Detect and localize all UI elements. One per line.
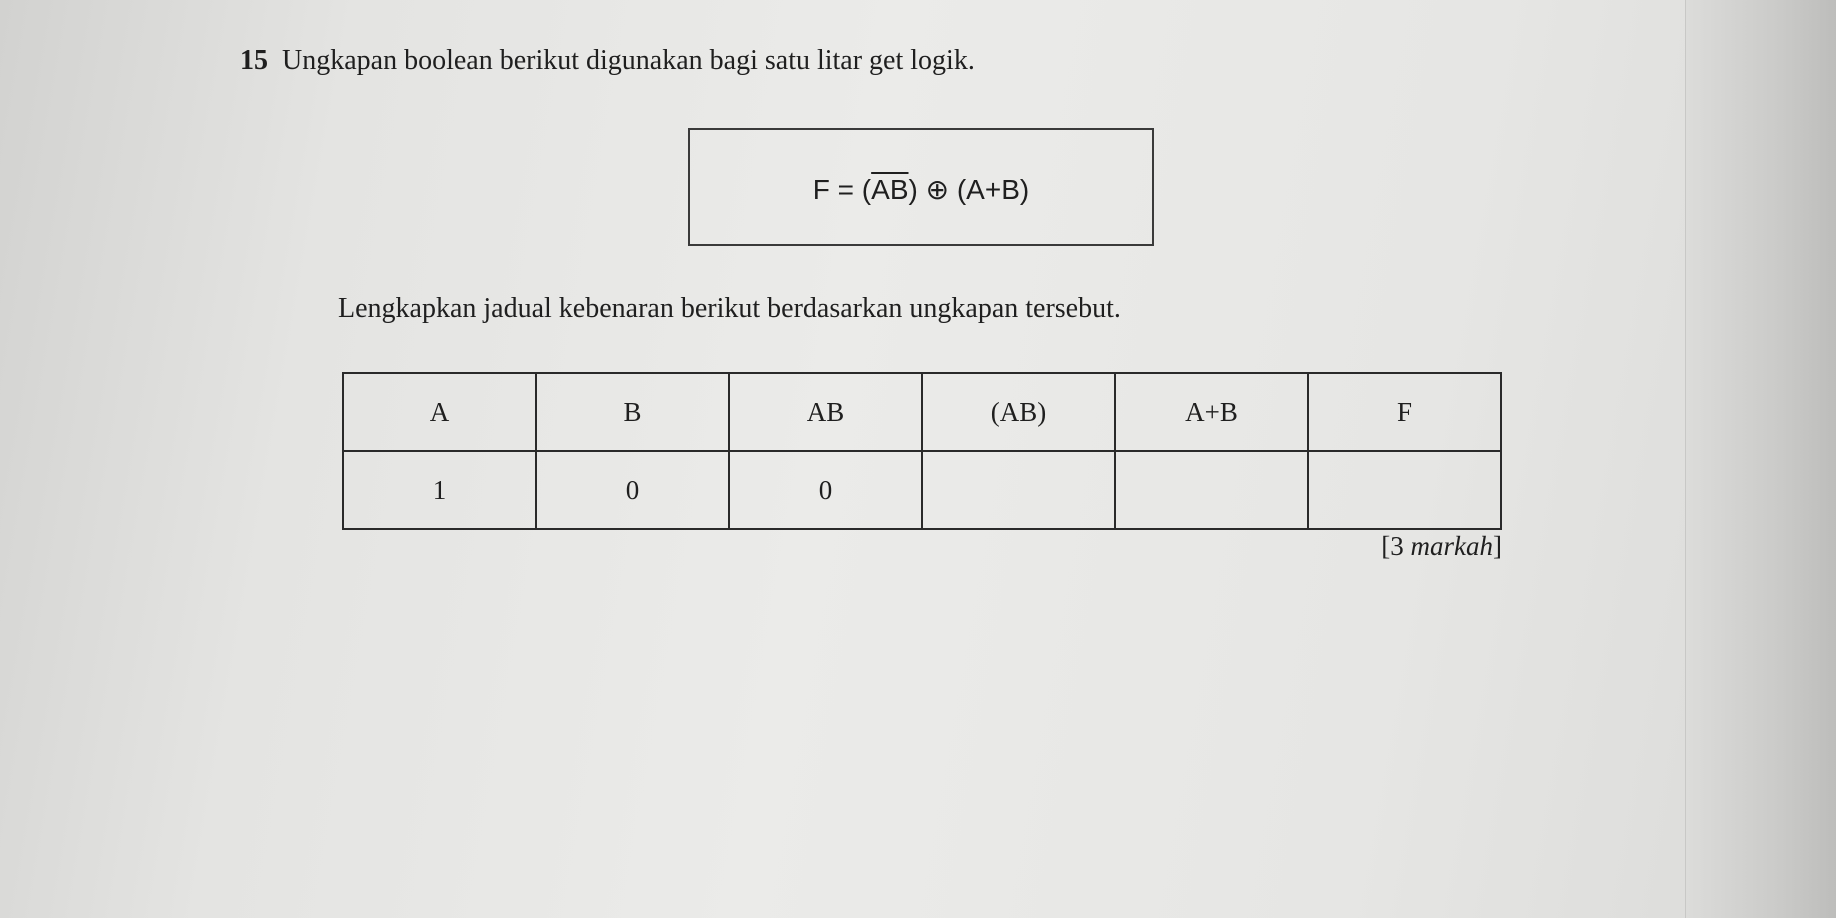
- formula-box: [688, 128, 1154, 246]
- truth-table: [342, 372, 1502, 530]
- cell-a-plus-b-blank[interactable]: [1115, 451, 1308, 529]
- table-header-row: [343, 373, 1501, 451]
- column-header-f: F: [1308, 373, 1501, 451]
- question-text: Ungkapan boolean berikut digunakan bagi satu litar get logik.: [282, 45, 975, 76]
- column-header-a-plus-b: A+B: [1115, 373, 1308, 451]
- page-edge: [1685, 0, 1836, 918]
- cell-f-blank[interactable]: [1308, 451, 1501, 529]
- table-row: [343, 451, 1501, 529]
- question: [240, 44, 975, 78]
- column-header-a: A: [343, 373, 536, 451]
- formula-lhs: F = (: [812, 174, 872, 205]
- cell-ab: 0: [729, 451, 922, 529]
- marks-close: ]: [1493, 531, 1502, 561]
- question-number: 15: [240, 45, 268, 76]
- column-header-ab: AB: [729, 373, 922, 451]
- marks-word: markah: [1410, 531, 1493, 561]
- column-header-b: B: [536, 373, 729, 451]
- instruction-text: Lengkapkan jadual kebenaran berikut berdasarkan ungkapan tersebut.: [338, 293, 1121, 324]
- cell-ab-bracketed-blank[interactable]: [922, 451, 1115, 529]
- formula-overlined-term: $\overline{AB}$: [871, 174, 909, 205]
- cell-b: 0: [536, 451, 729, 529]
- cell-a: 1: [343, 451, 536, 529]
- formula-rhs: ) ⊕ (A+B): [908, 174, 1030, 205]
- marks-open: [3: [1381, 531, 1411, 561]
- boolean-expression: [690, 174, 1152, 206]
- marks-label: [1292, 530, 1502, 562]
- column-header-ab-bracketed: (AB): [922, 373, 1115, 451]
